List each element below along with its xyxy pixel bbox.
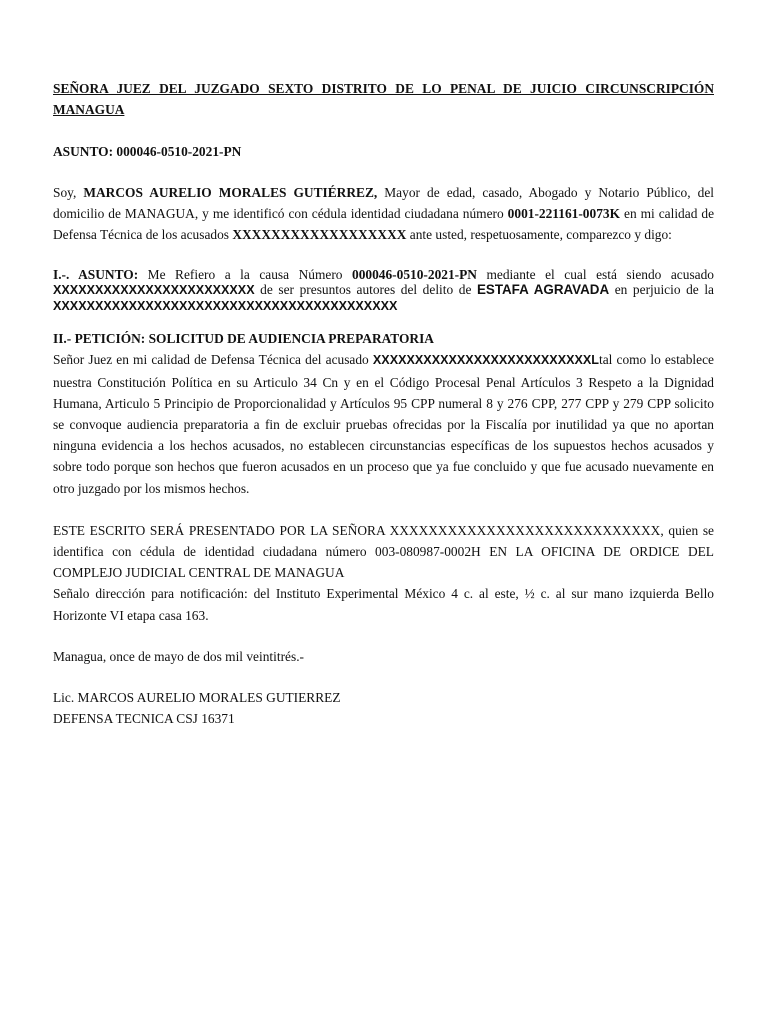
presentation-paragraph: ESTE ESCRITO SERÁ PRESENTADO POR LA SEÑORA XXXXXXXXXXXXXXXXXXXXXXXXXXXX, quien se identifica con cédula de identidad ciudadana número 003-080987-0002H EN LA OFICINA DE ORDICE DEL COMPLEJO JUDICIAL CENTRAL DE MANAGUA	[53, 522, 714, 581]
victim-redacted: XXXXXXXXXXXXXXXXXXXXXXXXXXXXXXXXXXXXXXXXX	[53, 299, 398, 314]
section-1-paragraph	[53, 267, 714, 314]
signature-name: Lic. MARCOS AURELIO MORALES GUTIERREZ	[53, 690, 341, 706]
intro-text-3: en mi calidad de Defensa Técnica de los acusados	[53, 205, 715, 243]
intro-text-4: ante usted, respetuosamente, comparezco y digo:	[406, 227, 672, 243]
intro-text-2: Mayor de edad, casado, Abogado y Notario Público, del domicilio de MANAGUA, y me identificó con cédula identidad ciudadana número	[53, 184, 714, 221]
document-heading: SEÑORA JUEZ DEL JUZGADO SEXTO DISTRITO DE LO PENAL DE JUICIO CIRCUNSCRIPCIÓN MANAGUA	[53, 81, 714, 118]
accused-redacted: XXXXXXXXXXXXXXXXXXXXXXXX	[53, 283, 255, 298]
section-2-paragraph	[53, 349, 714, 498]
lawyer-cedula: 0001-221161-0073K	[507, 205, 621, 221]
crime-name: ESTAFA AGRAVADA	[476, 282, 610, 298]
section-1-label: I.-. ASUNTO:	[53, 267, 139, 283]
document-body	[53, 78, 714, 729]
lawyer-name: MARCOS AURELIO MORALES GUTIÉRREZ,	[83, 184, 378, 200]
section-2-text-2: tal como lo establece nuestra Constitución Política en su Articulo 34 Cn y en el Código Procesal Penal Artículos 3 Respeto a la Dignidad Humana, Articulo 5 Principio de Proporcionalidad y Artículos 95 CPP numeral 8 y 276 CPP, 277 CPP y 279 CPP solicito se convoque audiencia preparatoria a fin de excluir pruebas ofrecidas por la Fiscalía por inutilidad ya que no aportan ninguna evidencia a los hechos acusados, no establecen circunstancias específicas de los supuestos hechos acusados y sobre todo porque son hechos que fueron acusados en un proceso que ya fue concluido y que fue acusado nuevamente en otro juzgado por los mismos hechos.	[53, 352, 714, 496]
section-2-title: II.- PETICIÓN: SOLICITUD DE AUDIENCIA PREPARATORIA	[53, 331, 434, 347]
section-2-text-1: Señor Juez en mi calidad de Defensa Técnica del acusado	[53, 352, 373, 368]
signature-title: DEFENSA TECNICA CSJ 16371	[53, 711, 235, 727]
section-1-text-1: Me Refiero a la causa Número	[138, 267, 352, 283]
case-number: 000046-0510-2021-PN	[352, 267, 477, 283]
section-1-text-2: mediante el cual está siendo acusado	[476, 267, 714, 283]
asunto-line: ASUNTO: 000046-0510-2021-PN	[53, 144, 242, 160]
intro-paragraph	[53, 182, 714, 246]
intro-text-1: Soy,	[53, 184, 84, 200]
accused-redacted: XXXXXXXXXXXXXXXXXXXXXXXXXXL	[372, 353, 599, 368]
section-1-text-3: de ser presuntos autores del delito de	[254, 282, 477, 298]
date-line: Managua, once de mayo de dos mil veintitrés.-	[53, 648, 305, 664]
section-1-text-4: en perjuicio de la	[609, 282, 714, 298]
notification-paragraph: Señalo dirección para notificación: del Instituto Experimental México 4 c. al este, ½ c. al sur mano izquierda Bello Horizonte VI etapa casa 163.	[53, 586, 714, 623]
accused-redacted: XXXXXXXXXXXXXXXXXX	[232, 227, 407, 243]
